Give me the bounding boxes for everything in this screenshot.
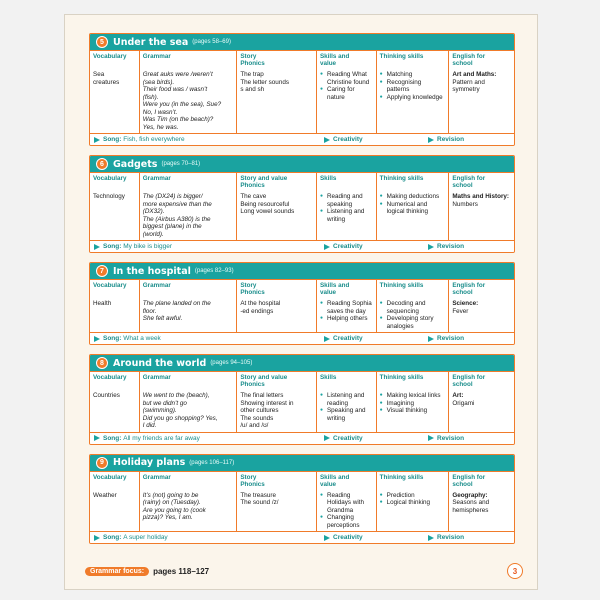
story-text: The final letters Showing interest in other cultures The sounds /u/ and /ʊ/ bbox=[240, 392, 294, 429]
page-number: 3 bbox=[507, 563, 523, 579]
unit-title: Gadgets bbox=[113, 158, 158, 170]
play-arrow-icon bbox=[324, 336, 330, 342]
creativity-label: Creativity bbox=[333, 136, 363, 143]
english-header: English for school bbox=[452, 282, 486, 296]
skills-cell bbox=[317, 472, 377, 532]
english-topic: Numbers bbox=[452, 200, 478, 208]
skills-header: Skills bbox=[319, 175, 337, 182]
story-header: Story and value Phonics bbox=[240, 374, 288, 388]
unit-footer bbox=[90, 532, 514, 543]
song-title: What a week bbox=[123, 335, 161, 342]
play-arrow-icon bbox=[94, 137, 100, 143]
creativity-row bbox=[324, 136, 428, 143]
play-arrow-icon bbox=[94, 535, 100, 541]
song-label: Song: bbox=[103, 434, 122, 442]
english-header: English for school bbox=[452, 175, 486, 189]
unit-header bbox=[90, 263, 514, 280]
revision-row bbox=[428, 534, 464, 541]
english-topic: Seasons and hemispheres bbox=[452, 499, 490, 514]
grammar-text: It’s (not) going to be (rainy) on (Tuesday). Are you going to (cook pizza)? Yes, I am. bbox=[142, 491, 206, 521]
story-cell bbox=[237, 372, 317, 432]
vocabulary-text: Weather bbox=[93, 491, 117, 499]
creativity-row bbox=[324, 435, 428, 442]
vocabulary-cell bbox=[90, 472, 140, 532]
grammar-focus-pages: pages 118–127 bbox=[153, 567, 210, 576]
english-topic: Fever bbox=[452, 307, 469, 315]
creativity-label: Creativity bbox=[333, 243, 363, 250]
vocabulary-header: Vocabulary bbox=[93, 53, 127, 60]
story-header: Story Phonics bbox=[240, 473, 265, 488]
skills-list bbox=[320, 193, 373, 223]
unit-pages: (pages 82–93) bbox=[194, 268, 234, 274]
play-arrow-icon bbox=[324, 244, 330, 250]
vocabulary-header: Vocabulary bbox=[93, 374, 127, 381]
unit-grid bbox=[90, 372, 514, 433]
play-arrow-icon bbox=[428, 244, 434, 250]
thinking-cell bbox=[377, 280, 450, 332]
play-arrow-icon bbox=[428, 336, 434, 342]
thinking-header: Thinking skills bbox=[379, 282, 424, 289]
unit-number: 8 bbox=[96, 357, 108, 369]
revision-label: Revision bbox=[437, 136, 465, 143]
thinking-item: ● Making deductions bbox=[380, 193, 446, 201]
unit-grid bbox=[90, 173, 514, 241]
grammar-text: We went to the (beach), but we didn’t go (swimming). Did you go shopping? Yes, I did. bbox=[142, 392, 218, 429]
revision-label: Revision bbox=[437, 335, 465, 342]
revision-row bbox=[428, 435, 464, 442]
english-topic: Origami bbox=[452, 399, 475, 407]
skills-list bbox=[320, 71, 373, 101]
grammar-header: Grammar bbox=[142, 282, 171, 289]
grammar-focus-bar bbox=[85, 567, 209, 576]
thinking-item: ● Matching bbox=[380, 71, 446, 79]
unit-header bbox=[90, 34, 514, 51]
story-cell bbox=[237, 280, 317, 332]
song-row bbox=[94, 136, 324, 143]
thinking-item: ● Logical thinking bbox=[380, 499, 446, 507]
story-cell bbox=[237, 472, 317, 532]
song-row bbox=[94, 335, 324, 342]
unit-grid bbox=[90, 51, 514, 134]
units-list bbox=[89, 33, 515, 553]
unit-card bbox=[89, 33, 515, 146]
grammar-cell bbox=[140, 173, 238, 240]
thinking-header: Thinking skills bbox=[379, 473, 424, 481]
unit-footer bbox=[90, 433, 514, 444]
unit-number: 5 bbox=[96, 36, 108, 48]
song-title: A super holiday bbox=[123, 534, 168, 541]
skills-item: ● Reading What Christine found bbox=[320, 71, 373, 86]
vocabulary-text: Sea creatures bbox=[93, 71, 120, 86]
skills-list bbox=[320, 392, 373, 422]
grammar-cell bbox=[140, 51, 238, 133]
skills-header: Skills and value bbox=[319, 473, 350, 488]
play-arrow-icon bbox=[428, 435, 434, 441]
unit-title: Around the world bbox=[113, 357, 207, 369]
skills-item: ● Caring for nature bbox=[320, 86, 373, 101]
thinking-list bbox=[380, 71, 446, 101]
play-arrow-icon bbox=[324, 535, 330, 541]
unit-card bbox=[89, 354, 515, 445]
unit-card bbox=[89, 262, 515, 345]
play-arrow-icon bbox=[94, 244, 100, 250]
play-arrow-icon bbox=[428, 137, 434, 143]
skills-cell bbox=[317, 372, 377, 432]
creativity-label: Creativity bbox=[333, 434, 363, 442]
english-subject: Art and Maths: bbox=[452, 71, 497, 78]
vocabulary-text: Technology bbox=[93, 193, 125, 200]
vocabulary-cell bbox=[90, 372, 140, 432]
revision-label: Revision bbox=[437, 434, 465, 442]
thinking-item: ● Developing story analogies bbox=[380, 315, 446, 330]
unit-grid bbox=[90, 280, 514, 333]
skills-item: ● Speaking and writing bbox=[320, 407, 373, 422]
play-arrow-icon bbox=[324, 435, 330, 441]
english-subject: Geography: bbox=[452, 491, 488, 499]
skills-item: ● Reading Sophia saves the day bbox=[320, 300, 373, 315]
grammar-cell bbox=[140, 472, 238, 532]
thinking-list bbox=[380, 193, 446, 216]
grammar-text: The plane landed on the floor. She felt awful. bbox=[142, 300, 211, 322]
thinking-header: Thinking skills bbox=[379, 374, 424, 381]
grammar-header: Grammar bbox=[142, 53, 171, 60]
thinking-list bbox=[380, 392, 446, 415]
story-text: At the hospital -ed endings bbox=[240, 300, 281, 315]
thinking-item: ● Prediction bbox=[380, 492, 446, 500]
unit-title: In the hospital bbox=[113, 265, 191, 277]
unit-pages: (pages 106–117) bbox=[189, 459, 235, 466]
thinking-cell bbox=[377, 173, 450, 240]
story-text: The trap The letter sounds s and sh bbox=[240, 71, 289, 93]
song-title: All my friends are far away bbox=[123, 434, 200, 442]
english-subject: Maths and History: bbox=[452, 193, 509, 200]
revision-row bbox=[428, 243, 464, 250]
english-subject: Science: bbox=[452, 300, 479, 307]
skills-cell bbox=[317, 51, 377, 133]
story-cell bbox=[237, 173, 317, 240]
vocabulary-header: Vocabulary bbox=[93, 282, 127, 289]
song-label: Song: bbox=[103, 534, 122, 541]
revision-label: Revision bbox=[437, 243, 465, 250]
skills-cell bbox=[317, 280, 377, 332]
song-title: Fish, fish everywhere bbox=[123, 136, 185, 143]
creativity-row bbox=[324, 243, 428, 250]
skills-header: Skills and value bbox=[319, 53, 350, 67]
unit-card bbox=[89, 454, 515, 545]
thinking-item: ● Recognising patterns bbox=[380, 79, 446, 94]
skills-item: ● Reading Holidays with Grandma bbox=[320, 492, 373, 515]
english-cell bbox=[449, 280, 514, 332]
grammar-header: Grammar bbox=[142, 374, 171, 381]
story-text: The cave Being resourceful Long vowel sounds bbox=[240, 193, 295, 215]
thinking-cell bbox=[377, 51, 450, 133]
unit-title: Holiday plans bbox=[113, 457, 186, 468]
revision-row bbox=[428, 335, 464, 342]
revision-row bbox=[428, 136, 464, 143]
thinking-item: ● Numerical and logical thinking bbox=[380, 201, 446, 216]
unit-number: 7 bbox=[96, 265, 108, 277]
play-arrow-icon bbox=[428, 535, 434, 541]
vocabulary-header: Vocabulary bbox=[93, 175, 127, 182]
story-cell bbox=[237, 51, 317, 133]
grammar-focus-badge: Grammar focus: bbox=[85, 567, 149, 576]
thinking-item: ● Making lexical links bbox=[380, 392, 446, 400]
skills-item: ● Helping others bbox=[320, 315, 373, 323]
unit-pages: (pages 94–105) bbox=[210, 360, 253, 366]
english-header: English for school bbox=[452, 374, 486, 388]
thinking-item: ● Applying knowledge bbox=[380, 94, 446, 102]
play-arrow-icon bbox=[94, 435, 100, 441]
thinking-item: ● Imagining bbox=[380, 400, 446, 408]
english-header: English for school bbox=[452, 473, 486, 488]
english-header: English for school bbox=[452, 53, 486, 67]
english-subject: Art: bbox=[452, 392, 464, 399]
story-header: Story Phonics bbox=[240, 53, 265, 67]
skills-list bbox=[320, 492, 373, 530]
grammar-header: Grammar bbox=[142, 175, 171, 182]
unit-header bbox=[90, 455, 514, 472]
english-topic: Pattern and symmetry bbox=[452, 78, 485, 93]
thinking-cell bbox=[377, 472, 450, 532]
play-arrow-icon bbox=[94, 336, 100, 342]
skills-item: ● Changing perceptions bbox=[320, 514, 373, 529]
story-header: Story Phonics bbox=[240, 282, 265, 296]
skills-header: Skills bbox=[319, 374, 337, 381]
grammar-cell bbox=[140, 280, 238, 332]
vocabulary-cell bbox=[90, 51, 140, 133]
unit-footer bbox=[90, 333, 514, 344]
song-row bbox=[94, 435, 324, 442]
english-cell bbox=[449, 51, 514, 133]
unit-number: 6 bbox=[96, 158, 108, 170]
creativity-label: Creativity bbox=[333, 335, 363, 342]
song-label: Song: bbox=[103, 335, 122, 342]
thinking-list bbox=[380, 492, 446, 507]
revision-label: Revision bbox=[437, 534, 465, 541]
skills-list bbox=[320, 300, 373, 323]
english-cell bbox=[449, 372, 514, 432]
skills-cell bbox=[317, 173, 377, 240]
play-arrow-icon bbox=[324, 137, 330, 143]
textbook-page bbox=[64, 14, 538, 590]
vocabulary-header: Vocabulary bbox=[93, 473, 127, 481]
song-label: Song: bbox=[103, 136, 122, 143]
skills-item: ● Reading and speaking bbox=[320, 193, 373, 208]
thinking-header: Thinking skills bbox=[379, 175, 424, 182]
unit-footer bbox=[90, 134, 514, 145]
grammar-text: Great auks were /weren’t (sea birds). Their food was / wasn’t (fish). Were you (in the sea), Sue? No, I wasn’t. Was Tim (on the beach)? Yes, he was. bbox=[142, 71, 222, 131]
english-cell bbox=[449, 173, 514, 240]
unit-header bbox=[90, 156, 514, 173]
skills-header: Skills and value bbox=[319, 282, 350, 296]
vocabulary-text: Countries bbox=[93, 392, 120, 399]
grammar-text: The (DX24) is bigger/ more expensive than the (DX32). The (Airbus A380) is the biggest (plane) in the (world). bbox=[142, 193, 212, 238]
grammar-header: Grammar bbox=[142, 473, 171, 481]
thinking-cell bbox=[377, 372, 450, 432]
unit-card bbox=[89, 155, 515, 253]
unit-header bbox=[90, 355, 514, 372]
thinking-list bbox=[380, 300, 446, 330]
vocabulary-cell bbox=[90, 173, 140, 240]
unit-pages: (pages 58–69) bbox=[192, 39, 231, 45]
story-header: Story and value Phonics bbox=[240, 175, 288, 189]
unit-number: 9 bbox=[96, 457, 108, 469]
thinking-item: ● Visual thinking bbox=[380, 407, 446, 415]
unit-pages: (pages 70–81) bbox=[161, 161, 201, 167]
skills-item: ● Listening and writing bbox=[320, 208, 373, 223]
vocabulary-text: Health bbox=[93, 300, 112, 307]
song-row bbox=[94, 534, 324, 541]
vocabulary-cell bbox=[90, 280, 140, 332]
creativity-row bbox=[324, 335, 428, 342]
unit-title: Under the sea bbox=[113, 36, 189, 48]
thinking-header: Thinking skills bbox=[379, 53, 424, 60]
grammar-cell bbox=[140, 372, 238, 432]
english-cell bbox=[449, 472, 514, 532]
story-text: The treasure The sound /z/ bbox=[240, 491, 279, 506]
song-label: Song: bbox=[103, 243, 122, 250]
skills-item: ● Listening and reading bbox=[320, 392, 373, 407]
thinking-item: ● Decoding and sequencing bbox=[380, 300, 446, 315]
unit-grid bbox=[90, 472, 514, 533]
unit-footer bbox=[90, 241, 514, 252]
creativity-label: Creativity bbox=[333, 534, 363, 541]
creativity-row bbox=[324, 534, 428, 541]
song-row bbox=[94, 243, 324, 250]
song-title: My bike is bigger bbox=[123, 243, 173, 250]
